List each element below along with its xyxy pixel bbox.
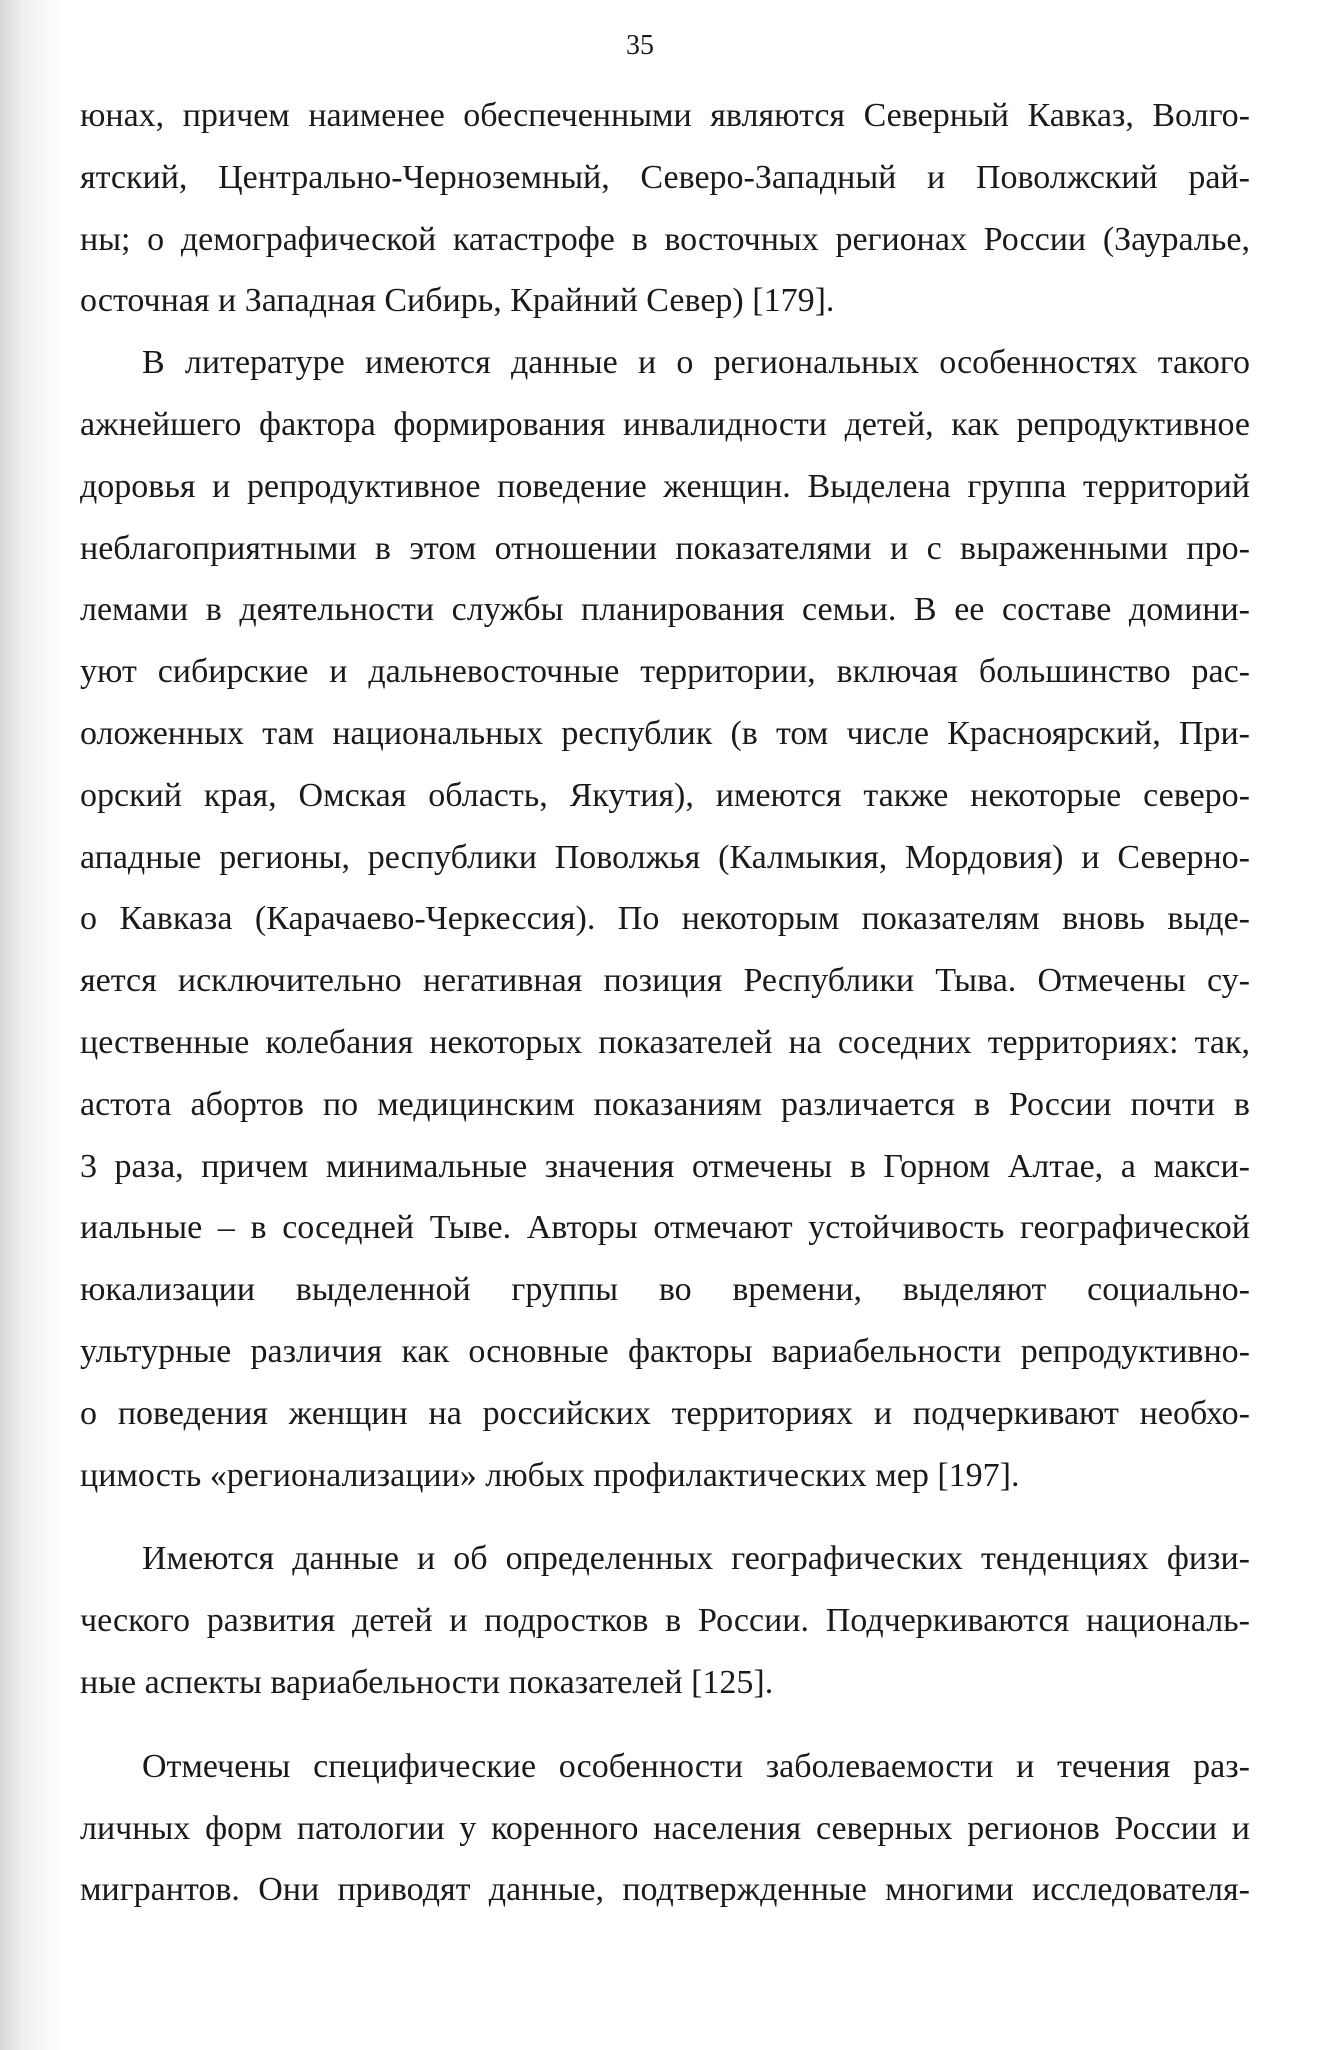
text-line: Имеются данные и об определенных географических тенденциях физи- [142,1540,1250,1578]
text-line: цимость «регионализации» любых профилактических мер [197]. [80,1456,1020,1494]
text-line: яется исключительно негативная позиция Республики Тыва. Отмечены су- [80,962,1250,1000]
paragraph-1 [80,85,1250,332]
text-line: неблагоприятными в этом отношении показателями и с выраженными про- [80,529,1250,567]
text-line: юнах, причем наименее обеспеченными являются Северный Кавказ, Волго- [80,97,1250,134]
text-line: доровья и репродуктивное поведение женщин. Выделена группа территорий [80,467,1250,505]
text-line: личных форм патологии у коренного населения северных регионов России и [80,1809,1250,1847]
body-text [80,85,1250,1921]
text-line: ападные регионы, республики Поволжья (Калмыкия, Мордовия) и Северно- [80,838,1250,876]
text-line: ятский, Центрально-Черноземный, Северо-Западный и Поволжский рай- [80,158,1250,196]
text-line: ны; о демографической катастрофе в восточных регионах России (Зауралье, [80,220,1250,258]
text-line: ультурные различия как основные факторы вариабельности репродуктивно- [80,1332,1250,1370]
text-line: уют сибирские и дальневосточные территории, включая большинство рас- [80,653,1250,691]
paragraph-2 [80,332,1250,1506]
paragraph-4 [80,1736,1250,1921]
text-line: мигрантов. Они приводят данные, подтвержденные многими исследователя- [80,1871,1250,1909]
text-line: орский края, Омская область, Якутия), имеются также некоторые северо- [80,776,1250,814]
paragraph-gap [80,1714,1250,1736]
text-line: о поведения женщин на российских территориях и подчеркивают необхо- [80,1394,1250,1432]
text-line: ные аспекты вариабельности показателей [125]. [80,1663,774,1701]
text-line: В литературе имеются данные и о региональных особенностях такого [142,344,1250,382]
text-line: астота абортов по медицинским показаниям различается в России почти в [80,1085,1250,1123]
paragraph-gap [80,1506,1250,1528]
text-line: Отмечены специфические особенности заболеваемости и течения раз- [142,1747,1250,1785]
text-line: цественные колебания некоторых показателей на соседних территориях: так, [80,1023,1250,1061]
text-line: осточная и Западная Сибирь, Крайний Север) [179]. [80,282,835,320]
text-line: 3 раза, причем минимальные значения отмечены в Горном Алтае, а макси- [80,1147,1250,1185]
paragraph-3 [80,1528,1250,1713]
text-line: ажнейшего фактора формирования инвалидности детей, как репродуктивное [80,405,1250,443]
text-line: ческого развития детей и подростков в России. Подчеркиваются националь- [80,1602,1250,1640]
text-line: лемами в деятельности службы планирования семьи. В ее составе домини- [80,591,1250,629]
text-line: оложенных там национальных республик (в том числе Красноярский, При- [80,714,1250,752]
text-line: иальные – в соседней Тыве. Авторы отмечают устойчивость географической [80,1209,1250,1247]
text-line: о Кавказа (Карачаево-Черкессия). По некоторым показателям вновь выде- [80,900,1250,938]
page-number: 35 [626,30,654,61]
scan-gutter-shadow [0,0,70,2050]
text-line: юкализации выделенной группы во времени, выделяют социально- [80,1271,1250,1309]
